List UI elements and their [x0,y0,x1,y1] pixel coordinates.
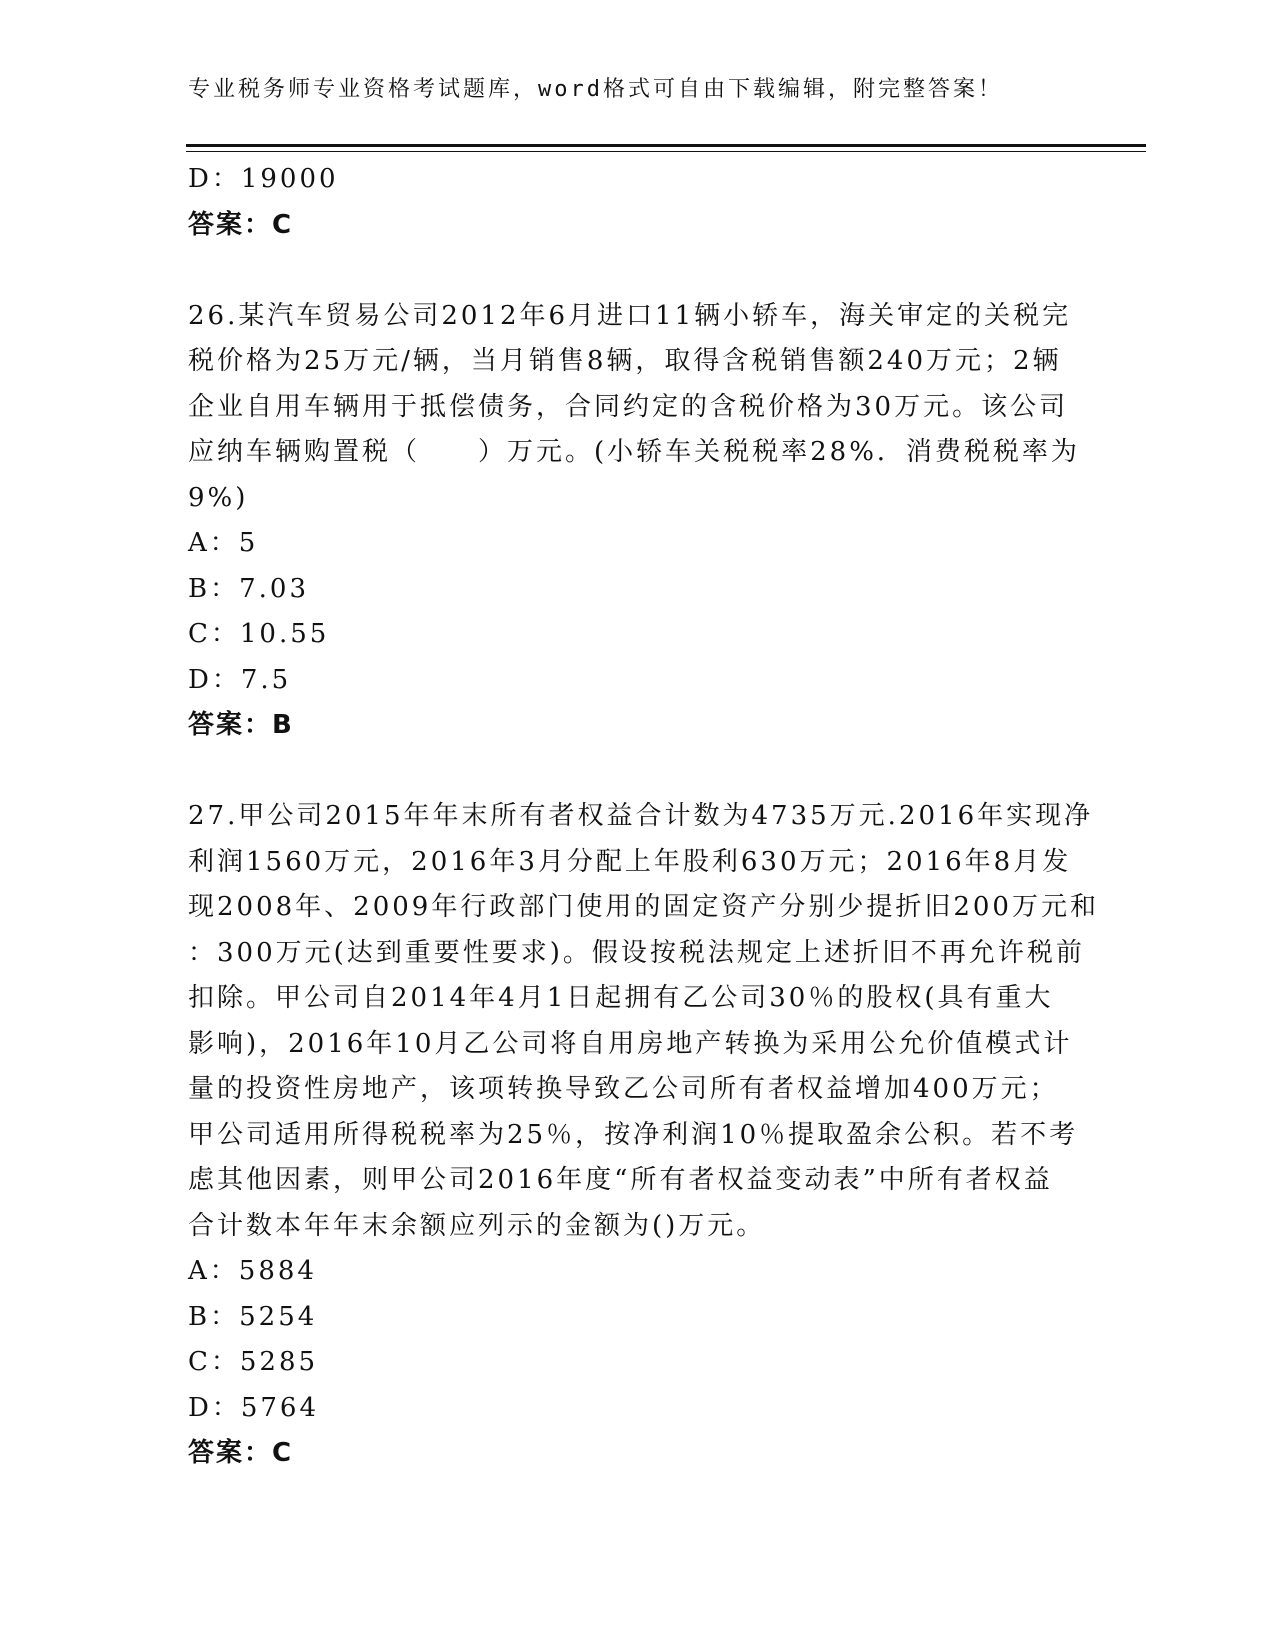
header-rule-thick [186,144,1146,147]
header-rule-thin [186,151,1146,152]
question-26 [188,294,1080,749]
question-text-line: 量的投资性房地产，该项转换导致乙公司所有者权益增加400万元； [188,1074,1059,1104]
option-b: B：7.03 [188,573,309,604]
question-text-line: 27.甲公司2015年年末所有者权益合计数为4735万元.2016年实现净 [188,801,1094,831]
question-text-line: 虑其他因素，则甲公司2016年度“所有者权益变动表”中所有者权益 [188,1165,1053,1195]
question-text-line: 9%) [188,482,249,513]
previous-question-tail [188,157,1068,248]
question-text-line: 合计数本年年末余额应列示的金额为()万元。 [188,1210,766,1241]
question-text-line: 甲公司适用所得税税率为25％，按净利润10％提取盈余公积。若不考 [188,1119,1079,1150]
option-d: D：7.5 [188,664,292,695]
answer-line: 答案：C [188,209,294,240]
question-text-line: 应纳车辆购置税（ ）万元。(小轿车关税税率28%．消费税税率为 [188,437,1080,467]
answer-line: 答案：C [188,1438,294,1468]
option-a: A：5 [188,528,259,558]
option-c: C：5285 [188,1347,319,1377]
question-text-line: 企业自用车辆用于抵偿债务，合同约定的含税价格为30万元。该公司 [188,391,1069,422]
question-text-line: 26.某汽车贸易公司2012年6月进口11辆小轿车，海关审定的关税完 [188,300,1072,331]
option-c: C：10.55 [188,619,330,649]
question-text-line: 税价格为25万元/辆，当月销售8辆，取得含税销售额240万元；2辆 [188,346,1062,376]
answer-line: 答案：B [188,710,294,740]
question-text-line: 影响)，2016年10月乙公司将自用房地产转换为采用公允价值模式计 [188,1028,1073,1059]
question-text-line: 扣除。甲公司自2014年4月1日起拥有乙公司30％的股权(具有重大 [188,983,1054,1013]
option-d: D：5764 [188,1392,320,1423]
spacer [188,749,1068,795]
question-text-line: 现2008年、2009年行政部门使用的固定资产分别少提折旧200万元和 [188,892,1099,922]
spacer [188,248,1068,294]
page-header: 专业税务师专业资格考试题库，word格式可自由下载编辑，附完整答案！ [188,77,1003,102]
option-d: D：19000 [188,164,339,194]
question-text-line: ：300万元(达到重要性要求)。假设按税法规定上述折旧不再允许税前 [188,937,1085,968]
document-body [188,157,1099,1477]
option-a: A：5884 [188,1256,317,1286]
option-b: B：5254 [188,1301,318,1332]
question-text-line: 利润1560万元，2016年3月分配上年股利630万元；2016年8月发 [188,846,1072,877]
question-27 [188,794,1099,1477]
